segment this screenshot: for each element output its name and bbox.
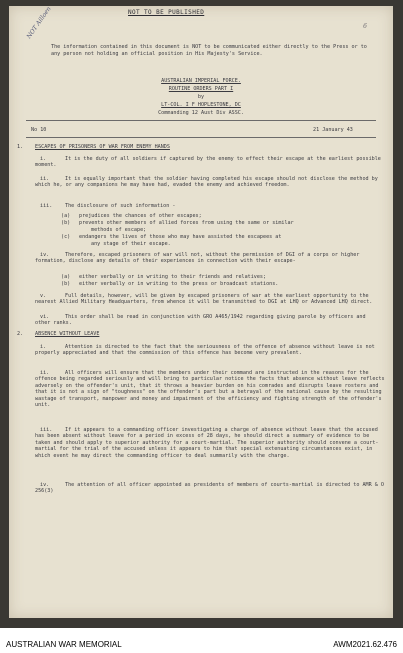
order-date: 21 January 43 xyxy=(313,127,353,133)
s2-iii-text: If it appears to a commanding officer investigating a charge of absence without leave that the accused has been absent without leave for a period in excess of 28 days, he should direct a summary of evidence to be taken and should apply to superior authority for a court-martial. The superior authority should convene a court-martial for the trial of the accused unless it appears to him that special extenuating circumstances exist, in which event he may direct the commanding officer to deal summarily with the charge. xyxy=(35,427,379,459)
s1-iii-b-text-1: prevents other members of allied forces from using the same or similar xyxy=(79,220,294,226)
section-1-number: 1. xyxy=(17,144,24,150)
restriction-stamp: NOT TO BE PUBLISHED xyxy=(128,9,205,16)
s1-iv-b-mark: (b) xyxy=(61,281,71,287)
s1-iv-a-mark: (a) xyxy=(61,274,71,280)
s2-ii-text: All officers will ensure that the members under their command are instructed in the reasons for the offence being regarded seriously and will bring to particular notice the facts that absence without leave reflects adversely on the offender's unit, that it throws a heavier burden on his comrades and disrupts leave rosters and that it is not a sign of "toughness" on the offender's part but a betrayal of the national cause by the resulting wastage of transport, manpower and money and impairment of the efficiency and fighting strength of the offender's unit. xyxy=(35,370,385,409)
archive-footer xyxy=(0,628,403,653)
divider-top xyxy=(26,120,376,121)
s1-iii-c-text-1: endangers the lives of those who may have assisted the escapees at xyxy=(79,234,282,240)
s1-i-text: It is the duty of all soldiers if captured by the enemy to effect their escape at the earliest possible moment. xyxy=(35,156,381,169)
s1-iv-text: Therefore, escaped prisoners of war will not, without the permission of DGI of a corps or higher formation, disclose any details of their experiences in connection with their escape- xyxy=(35,252,360,265)
heading-force: AUSTRALIAN IMPERIAL FORCE. xyxy=(161,78,241,84)
order-number: No 10 xyxy=(31,127,47,133)
s2-ii-number: ii. xyxy=(40,370,50,376)
s2-iii-number: iii. xyxy=(40,427,53,433)
s1-iii-text: The disclosure of such information - xyxy=(65,203,176,209)
archive-name: AUSTRALIAN WAR MEMORIAL xyxy=(6,640,122,649)
s2-iv-number: iv. xyxy=(40,482,50,488)
s1-iii-number: iii. xyxy=(40,203,53,209)
section-2-number: 2. xyxy=(17,331,24,337)
section-1-title: ESCAPES OF PRISONERS OF WAR FROM ENEMY HANDS xyxy=(35,144,170,150)
s2-i-text: Attention is directed to the fact that the seriousness of the offence of absence without leave is not properly appreciated and that the commission of this offence has become very prevalent. xyxy=(35,344,375,357)
s1-ii-text: It is equally important that the soldier having completed his escape should not disclose the method by which he, or any companions he may have had, evaded the enemy and achieved freedom. xyxy=(35,176,378,189)
handwritten-page-mark: 6 xyxy=(363,23,367,30)
s1-iii-b-mark: (b) xyxy=(61,220,71,226)
s1-vi-number: vi. xyxy=(40,314,50,320)
s1-iii-b-text-2: methods of escape; xyxy=(91,227,147,233)
s1-v-number: v. xyxy=(40,293,47,299)
heading-command: Commanding 12 Aust Div ASSC. xyxy=(158,110,244,116)
s1-iii-c-mark: (c) xyxy=(61,234,71,240)
document-page xyxy=(9,6,393,618)
s1-i-number: i. xyxy=(40,156,47,162)
s1-iii-a-mark: (a) xyxy=(61,213,71,219)
s1-iii-c-text-2: any stage of their escape. xyxy=(91,241,171,247)
s1-iv-a-text: either verbally or in writing to their friends and relatives; xyxy=(79,274,267,280)
s1-iii-a-text: prejudices the chances of other escapes; xyxy=(79,213,202,219)
s2-iv-text: The attention of all officer appointed as presidents of members of courts-martial is directed to AMR & O 256(3) xyxy=(35,482,384,495)
s1-iv-b-text: either verbally or in writing to the press or broadcast stations. xyxy=(79,281,279,287)
s1-iv-number: iv. xyxy=(40,252,50,258)
section-2-title: ABSENCE WITHOUT LEAVE xyxy=(35,331,100,337)
heading-officer: LT-COL. I F HOPLESTONE, DC xyxy=(161,102,241,108)
divider-bottom xyxy=(26,137,376,138)
heading-by: by xyxy=(197,94,205,100)
s2-i-number: i. xyxy=(40,344,47,350)
heading-orders: ROUTINE ORDERS PART I xyxy=(168,86,234,92)
s1-vi-text: This order shall be read in conjunction with GRO A465/1942 regarding giving parole by officers and other ranks. xyxy=(35,314,366,327)
security-notice: The information contained in this document is NOT to be communicated either directly to the Press or to any person not holding an official position in His Majesty's Service. xyxy=(51,44,367,57)
handwritten-annotation: NOT Ailloen xyxy=(25,5,53,41)
archive-accession-number: AWM2021.62.476 xyxy=(333,640,397,649)
s1-v-text: Full details, however, will be given by escaped prisoners of war at the earliest opportunity to the nearest Allied Military Headquarters, from whence it will be transmitted to DGI at LHQ or Advanced LHQ direct. xyxy=(35,293,373,306)
s1-ii-number: ii. xyxy=(40,176,50,182)
